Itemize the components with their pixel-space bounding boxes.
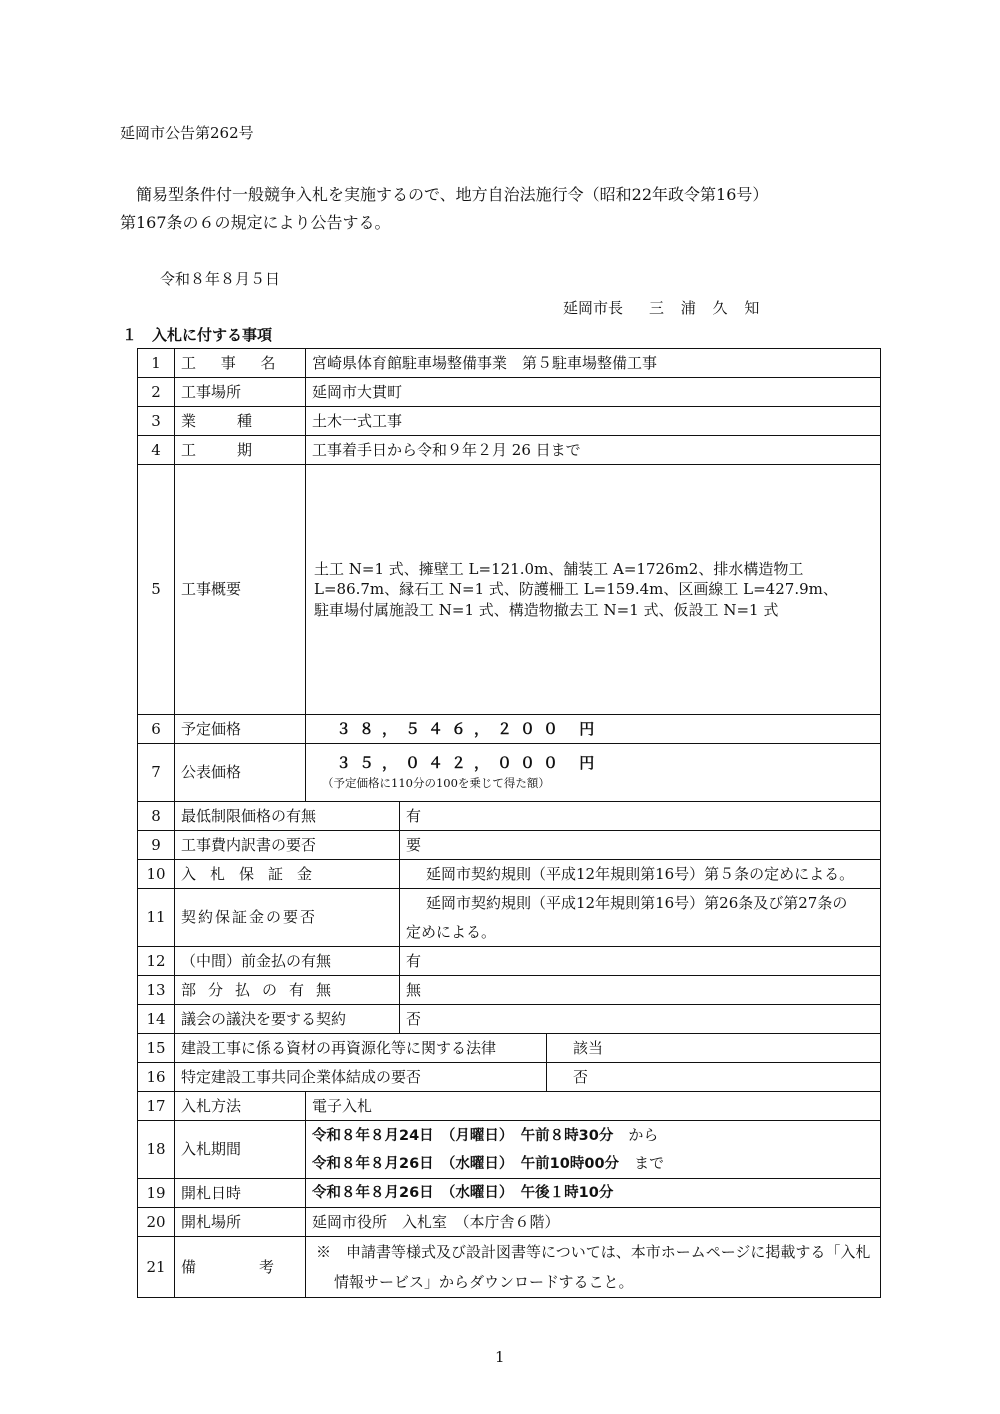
table-row: [138, 349, 881, 378]
notice-number: 延岡市公告第262号: [120, 124, 254, 142]
row-number: 5: [138, 465, 175, 715]
mayor-name: 三 浦 久 知: [649, 299, 766, 317]
table-row: [138, 1005, 881, 1034]
row-label: 入札期間: [175, 1121, 306, 1179]
row-value: 延岡市契約規則（平成12年規則第16号）第５条の定めによる。: [400, 860, 881, 889]
row-number: 13: [138, 976, 175, 1005]
row-number: 4: [138, 436, 175, 465]
summary-line-3: 駐車場付属施設工 N=1 式、構造物撤去工 N=1 式、仮設工 N=1 式: [314, 600, 779, 619]
page-number: 1: [495, 1348, 505, 1366]
section-title: １ 入札に付する事項: [122, 326, 273, 344]
row-label: 議会の議決を要する契約: [175, 1005, 400, 1034]
row-label: 開札日時: [175, 1179, 306, 1208]
row-number: 6: [138, 715, 175, 744]
row-value: 土木一式工事: [306, 407, 881, 436]
issuer: [563, 297, 765, 318]
row-label: 公表価格: [175, 744, 306, 802]
planned-price: ３８，５４６，２００ 円: [336, 719, 603, 738]
row-number: 16: [138, 1063, 175, 1092]
row-label: 業 種: [175, 407, 306, 436]
table-row: [138, 378, 881, 407]
row-label: （中間）前金払の有無: [175, 947, 400, 976]
row-label: 工事場所: [175, 378, 306, 407]
bid-period-end: 令和８年８月26日 （水曜日） 午前10時00分 まで: [312, 1153, 665, 1172]
row-label: 建設工事に係る資材の再資源化等に関する法律: [175, 1034, 547, 1063]
row-value: 有: [400, 802, 881, 831]
row-value: 延岡市大貫町: [306, 378, 881, 407]
row-value: 否: [400, 1005, 881, 1034]
row-label: 工事費内訳書の要否: [175, 831, 400, 860]
row-label: 工 事 名: [175, 349, 306, 378]
row-number: 20: [138, 1208, 175, 1237]
row-label: 入札保証金: [175, 860, 400, 889]
row-number: 19: [138, 1179, 175, 1208]
row-label: 工事概要: [175, 465, 306, 715]
row-number: 21: [138, 1237, 175, 1298]
guarantee-line-2: 定めによる。: [406, 922, 497, 941]
price-note: （予定価格に110分の100を乗じて得た額）: [322, 776, 550, 791]
table-row: [138, 1237, 881, 1298]
row-value: [306, 744, 881, 802]
table-row: [138, 1208, 881, 1237]
bid-details-table: [137, 348, 881, 1298]
row-value: 工事着手日から令和９年２月 26 日まで: [306, 436, 881, 465]
row-label: 備 考: [175, 1237, 306, 1298]
row-label: 契約保証金の要否: [175, 889, 400, 947]
row-number: 14: [138, 1005, 175, 1034]
row-value: [306, 715, 881, 744]
table-row: [138, 831, 881, 860]
row-value: [306, 1237, 881, 1298]
row-label: 予定価格: [175, 715, 306, 744]
row-number: 9: [138, 831, 175, 860]
remarks-line-2: 情報サービス」からダウンロードすること。: [334, 1273, 634, 1291]
published-price: ３５，０４２，０００ 円: [336, 754, 603, 773]
row-label: 開札場所: [175, 1208, 306, 1237]
bid-period-start: 令和８年８月24日 （月曜日） 午前８時30分 から: [312, 1125, 659, 1144]
table-row: [138, 976, 881, 1005]
row-value: 電子入札: [306, 1092, 881, 1121]
row-label: 特定建設工事共同企業体結成の要否: [175, 1063, 547, 1092]
table-row: [138, 407, 881, 436]
row-label: 部分払の有無: [175, 976, 400, 1005]
table-row: [138, 1034, 881, 1063]
table-row: [138, 860, 881, 889]
table-row: [138, 802, 881, 831]
mayor-title: 延岡市長: [563, 299, 624, 317]
row-number: 8: [138, 802, 175, 831]
row-number: 17: [138, 1092, 175, 1121]
row-value: 要: [400, 831, 881, 860]
table-row: [138, 436, 881, 465]
table-row: [138, 947, 881, 976]
row-value: 該当: [547, 1034, 881, 1063]
table-row: [138, 715, 881, 744]
row-value: [306, 1121, 881, 1179]
row-value: 延岡市役所 入札室 （本庁舎６階）: [306, 1208, 881, 1237]
row-value: 有: [400, 947, 881, 976]
row-label: 最低制限価格の有無: [175, 802, 400, 831]
table-row: [138, 744, 881, 802]
intro-text-line-1: 簡易型条件付一般競争入札を実施するので、地方自治法施行令（昭和22年政令第16号）: [136, 185, 769, 204]
row-value: 宮崎県体育館駐車場整備事業 第５駐車場整備工事: [306, 349, 881, 378]
row-value: [306, 1179, 881, 1208]
row-label: 工 期: [175, 436, 306, 465]
row-number: 1: [138, 349, 175, 378]
row-value: [400, 889, 881, 947]
row-number: 2: [138, 378, 175, 407]
guarantee-line-1: 延岡市契約規則（平成12年規則第16号）第26条及び第27条の: [426, 894, 848, 912]
row-number: 12: [138, 947, 175, 976]
row-number: 11: [138, 889, 175, 947]
row-value: [306, 465, 881, 715]
summary-line-2: L=86.7m、縁石工 N=1 式、防護柵工 L=159.4m、区画線工 L=427.9m、: [314, 580, 838, 599]
table-row: [138, 1179, 881, 1208]
row-value: 否: [547, 1063, 881, 1092]
table-row: [138, 465, 881, 715]
notice-date: 令和８年８月５日: [160, 270, 281, 288]
row-label: 入札方法: [175, 1092, 306, 1121]
table-row: [138, 1121, 881, 1179]
table-row: [138, 1063, 881, 1092]
row-number: 10: [138, 860, 175, 889]
summary-line-1: 土工 N=1 式、擁壁工 L=121.0m、舗装工 A=1726m2、排水構造物工: [314, 560, 804, 579]
row-number: 3: [138, 407, 175, 436]
row-number: 18: [138, 1121, 175, 1179]
opening-datetime: 令和８年８月26日 （水曜日） 午後１時10分: [312, 1185, 614, 1202]
row-number: 15: [138, 1034, 175, 1063]
table-row: [138, 1092, 881, 1121]
intro-text-line-2: 第167条の６の規定により公告する。: [120, 213, 391, 232]
row-number: 7: [138, 744, 175, 802]
row-value: 無: [400, 976, 881, 1005]
remarks-line-1: ※ 申請書等様式及び設計図書等については、本市ホームページに掲載する「入札: [316, 1243, 871, 1261]
table-row: [138, 889, 881, 947]
